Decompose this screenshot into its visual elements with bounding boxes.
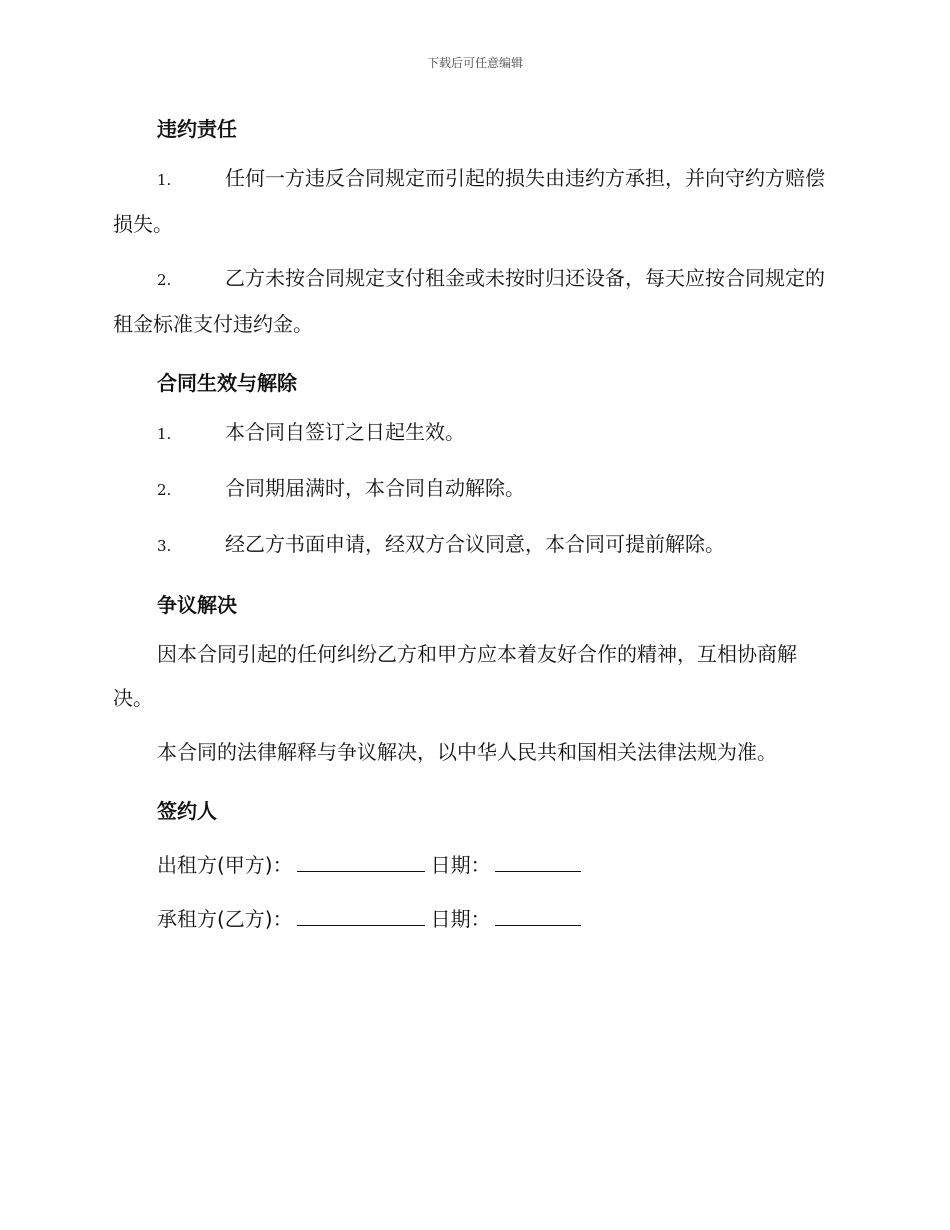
list-item [113, 466, 833, 512]
lessor-date-label: 日期： [430, 853, 491, 877]
document-body [113, 112, 833, 936]
section-heading-signatories: 签约人 [157, 799, 217, 823]
list-item [113, 410, 833, 456]
lessor-signature-blank[interactable] [297, 849, 425, 872]
item-text: 乙方未按合同规定支付租金或未按时归还设备，每天应按合同规定的租金标准支付违约金。 [113, 266, 825, 336]
item-text: 本合同自签订之日起生效。 [225, 420, 465, 444]
item-text: 任何一方违反合同规定而引起的损失由违约方承担，并向守约方赔偿损失。 [113, 166, 825, 236]
list-item [113, 156, 833, 246]
item-text: 合同期届满时，本合同自动解除。 [225, 476, 525, 500]
section-heading-breach: 违约责任 [157, 117, 237, 141]
lessee-date-blank[interactable] [495, 903, 581, 926]
lessor-label: 出租方(甲方)： [157, 853, 293, 877]
section-heading-dispute: 争议解决 [157, 593, 237, 617]
lessee-signature-line [157, 902, 833, 936]
lessor-date-blank[interactable] [495, 849, 581, 872]
lessee-signature-blank[interactable] [297, 903, 425, 926]
item-text: 经乙方书面申请，经双方合议同意，本合同可提前解除。 [225, 532, 725, 556]
item-number: 1. [157, 171, 172, 189]
item-number: 1. [157, 425, 172, 443]
lessee-label: 承租方(乙方)： [157, 907, 293, 931]
item-number: 2. [157, 271, 172, 289]
header-note: 下载后可任意编辑 [426, 56, 523, 70]
list-item [113, 522, 833, 568]
item-number: 2. [157, 481, 172, 499]
section-heading-effect: 合同生效与解除 [157, 371, 297, 395]
item-number: 3. [157, 537, 172, 555]
dispute-paragraph-1: 因本合同引起的任何纠纷乙方和甲方应本着友好合作的精神，互相协商解决。 [113, 642, 797, 710]
lessor-signature-line [157, 848, 833, 882]
list-item [113, 256, 833, 346]
lessee-date-label: 日期： [430, 907, 491, 931]
dispute-paragraph-2: 本合同的法律解释与争议解决，以中华人民共和国相关法律法规为准。 [157, 740, 777, 764]
